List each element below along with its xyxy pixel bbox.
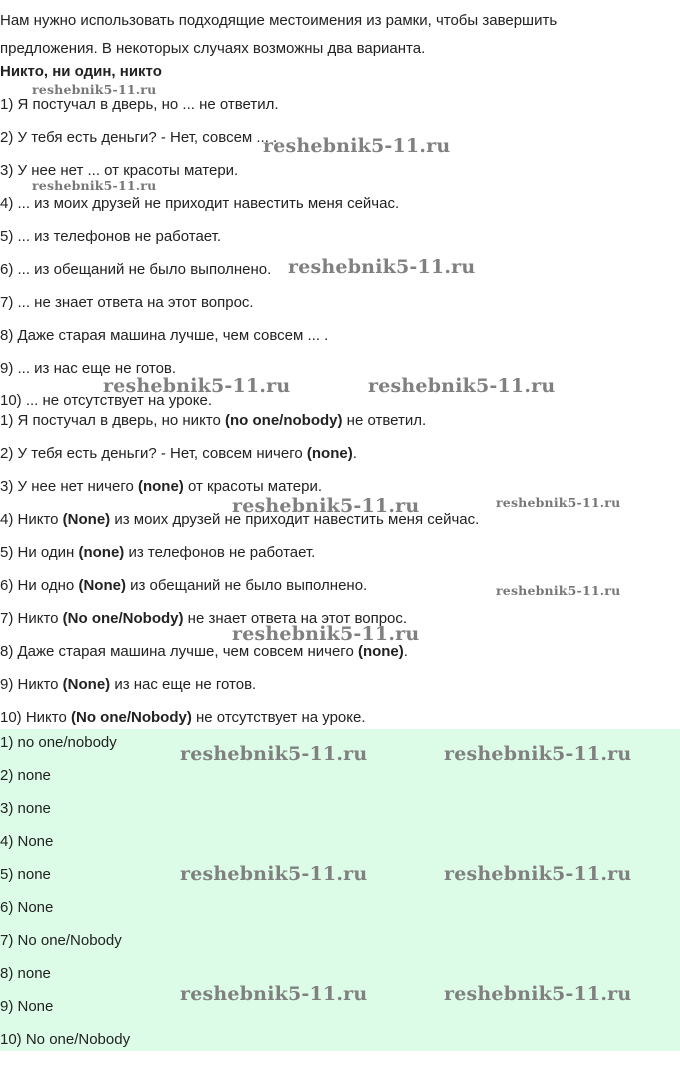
intro-line-1: Нам нужно использовать подходящие местоимения из рамки, чтобы завершить <box>0 12 558 29</box>
watermark: reshebnik5-11.ru <box>32 82 157 97</box>
answer-item-1: 1) no one/nobody <box>0 734 117 751</box>
exercise-item-6: 6) ... из обещаний не было выполнено. <box>0 261 272 278</box>
answer-item-8: 8) none <box>0 965 51 982</box>
completed-item-5: 5) Ни один (none) из телефонов не работает. <box>0 544 316 561</box>
watermark: reshebnik5-11.ru <box>368 375 556 397</box>
answer-item-5: 5) none <box>0 866 51 883</box>
watermark: reshebnik5-11.ru <box>180 863 368 885</box>
watermark: reshebnik5-11.ru <box>32 178 157 193</box>
answer-item-10: 10) No one/Nobody <box>0 1031 131 1048</box>
answer-item-6: 6) None <box>0 899 54 916</box>
answer-item-9: 9) None <box>0 998 54 1015</box>
answer-item-7: 7) No one/Nobody <box>0 932 122 949</box>
completed-item-7: 7) Никто (No one/Nobody) не знает ответа на этот вопрос. <box>0 610 408 627</box>
watermark: reshebnik5-11.ru <box>232 623 420 645</box>
watermark: reshebnik5-11.ru <box>232 495 420 517</box>
completed-item-8: 8) Даже старая машина лучше, чем совсем ничего (none). <box>0 643 408 660</box>
completed-item-4: 4) Никто (None) из моих друзей не приходит навестить меня сейчас. <box>0 511 480 528</box>
watermark: reshebnik5-11.ru <box>444 983 632 1005</box>
exercise-item-3: 3) У нее нет ... от красоты матери. <box>0 162 239 179</box>
exercise-item-7: 7) ... не знает ответа на этот вопрос. <box>0 294 254 311</box>
exercise-item-8: 8) Даже старая машина лучше, чем совсем ... . <box>0 327 329 344</box>
exercise-item-10: 10) ... не отсутствует на уроке. <box>0 392 212 408</box>
watermark: reshebnik5-11.ru <box>496 583 621 598</box>
completed-item-6: 6) Ни одно (None) из обещаний не было выполнено. <box>0 577 368 594</box>
exercise-item-5: 5) ... из телефонов не работает. <box>0 228 222 245</box>
completed-item-9: 9) Никто (None) из нас еще не готов. <box>0 676 257 693</box>
watermark: reshebnik5-11.ru <box>496 495 621 510</box>
watermark: reshebnik5-11.ru <box>103 375 291 397</box>
watermark: reshebnik5-11.ru <box>180 743 368 765</box>
completed-item-3: 3) У нее нет ничего (none) от красоты матери. <box>0 478 323 495</box>
exercise-item-4: 4) ... из моих друзей не приходит навестить меня сейчас. <box>0 195 400 212</box>
completed-item-1: 1) Я постучал в дверь, но никто (no one/nobody) не ответил. <box>0 412 427 429</box>
watermark: reshebnik5-11.ru <box>288 256 476 278</box>
exercise-item-2: 2) У тебя есть деньги? - Нет, совсем ... . <box>0 129 278 146</box>
answer-item-2: 2) none <box>0 767 51 784</box>
box-heading: Никто, ни один, никто <box>0 63 162 80</box>
completed-item-2: 2) У тебя есть деньги? - Нет, совсем ничего (none). <box>0 445 357 462</box>
watermark: reshebnik5-11.ru <box>444 743 632 765</box>
completed-item-10: 10) Никто (No one/Nobody) не отсутствует на уроке. <box>0 709 366 726</box>
watermark: reshebnik5-11.ru <box>444 863 632 885</box>
answer-item-4: 4) None <box>0 833 54 850</box>
intro-line-2: предложения. В некоторых случаях возможны два варианта. <box>0 40 426 56</box>
answer-item-3: 3) none <box>0 800 51 817</box>
watermark: reshebnik5-11.ru <box>180 983 368 1005</box>
watermark: reshebnik5-11.ru <box>263 135 451 157</box>
exercise-item-10-clip <box>0 392 680 408</box>
exercise-item-9: 9) ... из нас еще не готов. <box>0 360 177 377</box>
exercise-item-1: 1) Я постучал в дверь, но ... не ответил. <box>0 96 279 113</box>
intro-line-2-clip <box>0 36 680 56</box>
